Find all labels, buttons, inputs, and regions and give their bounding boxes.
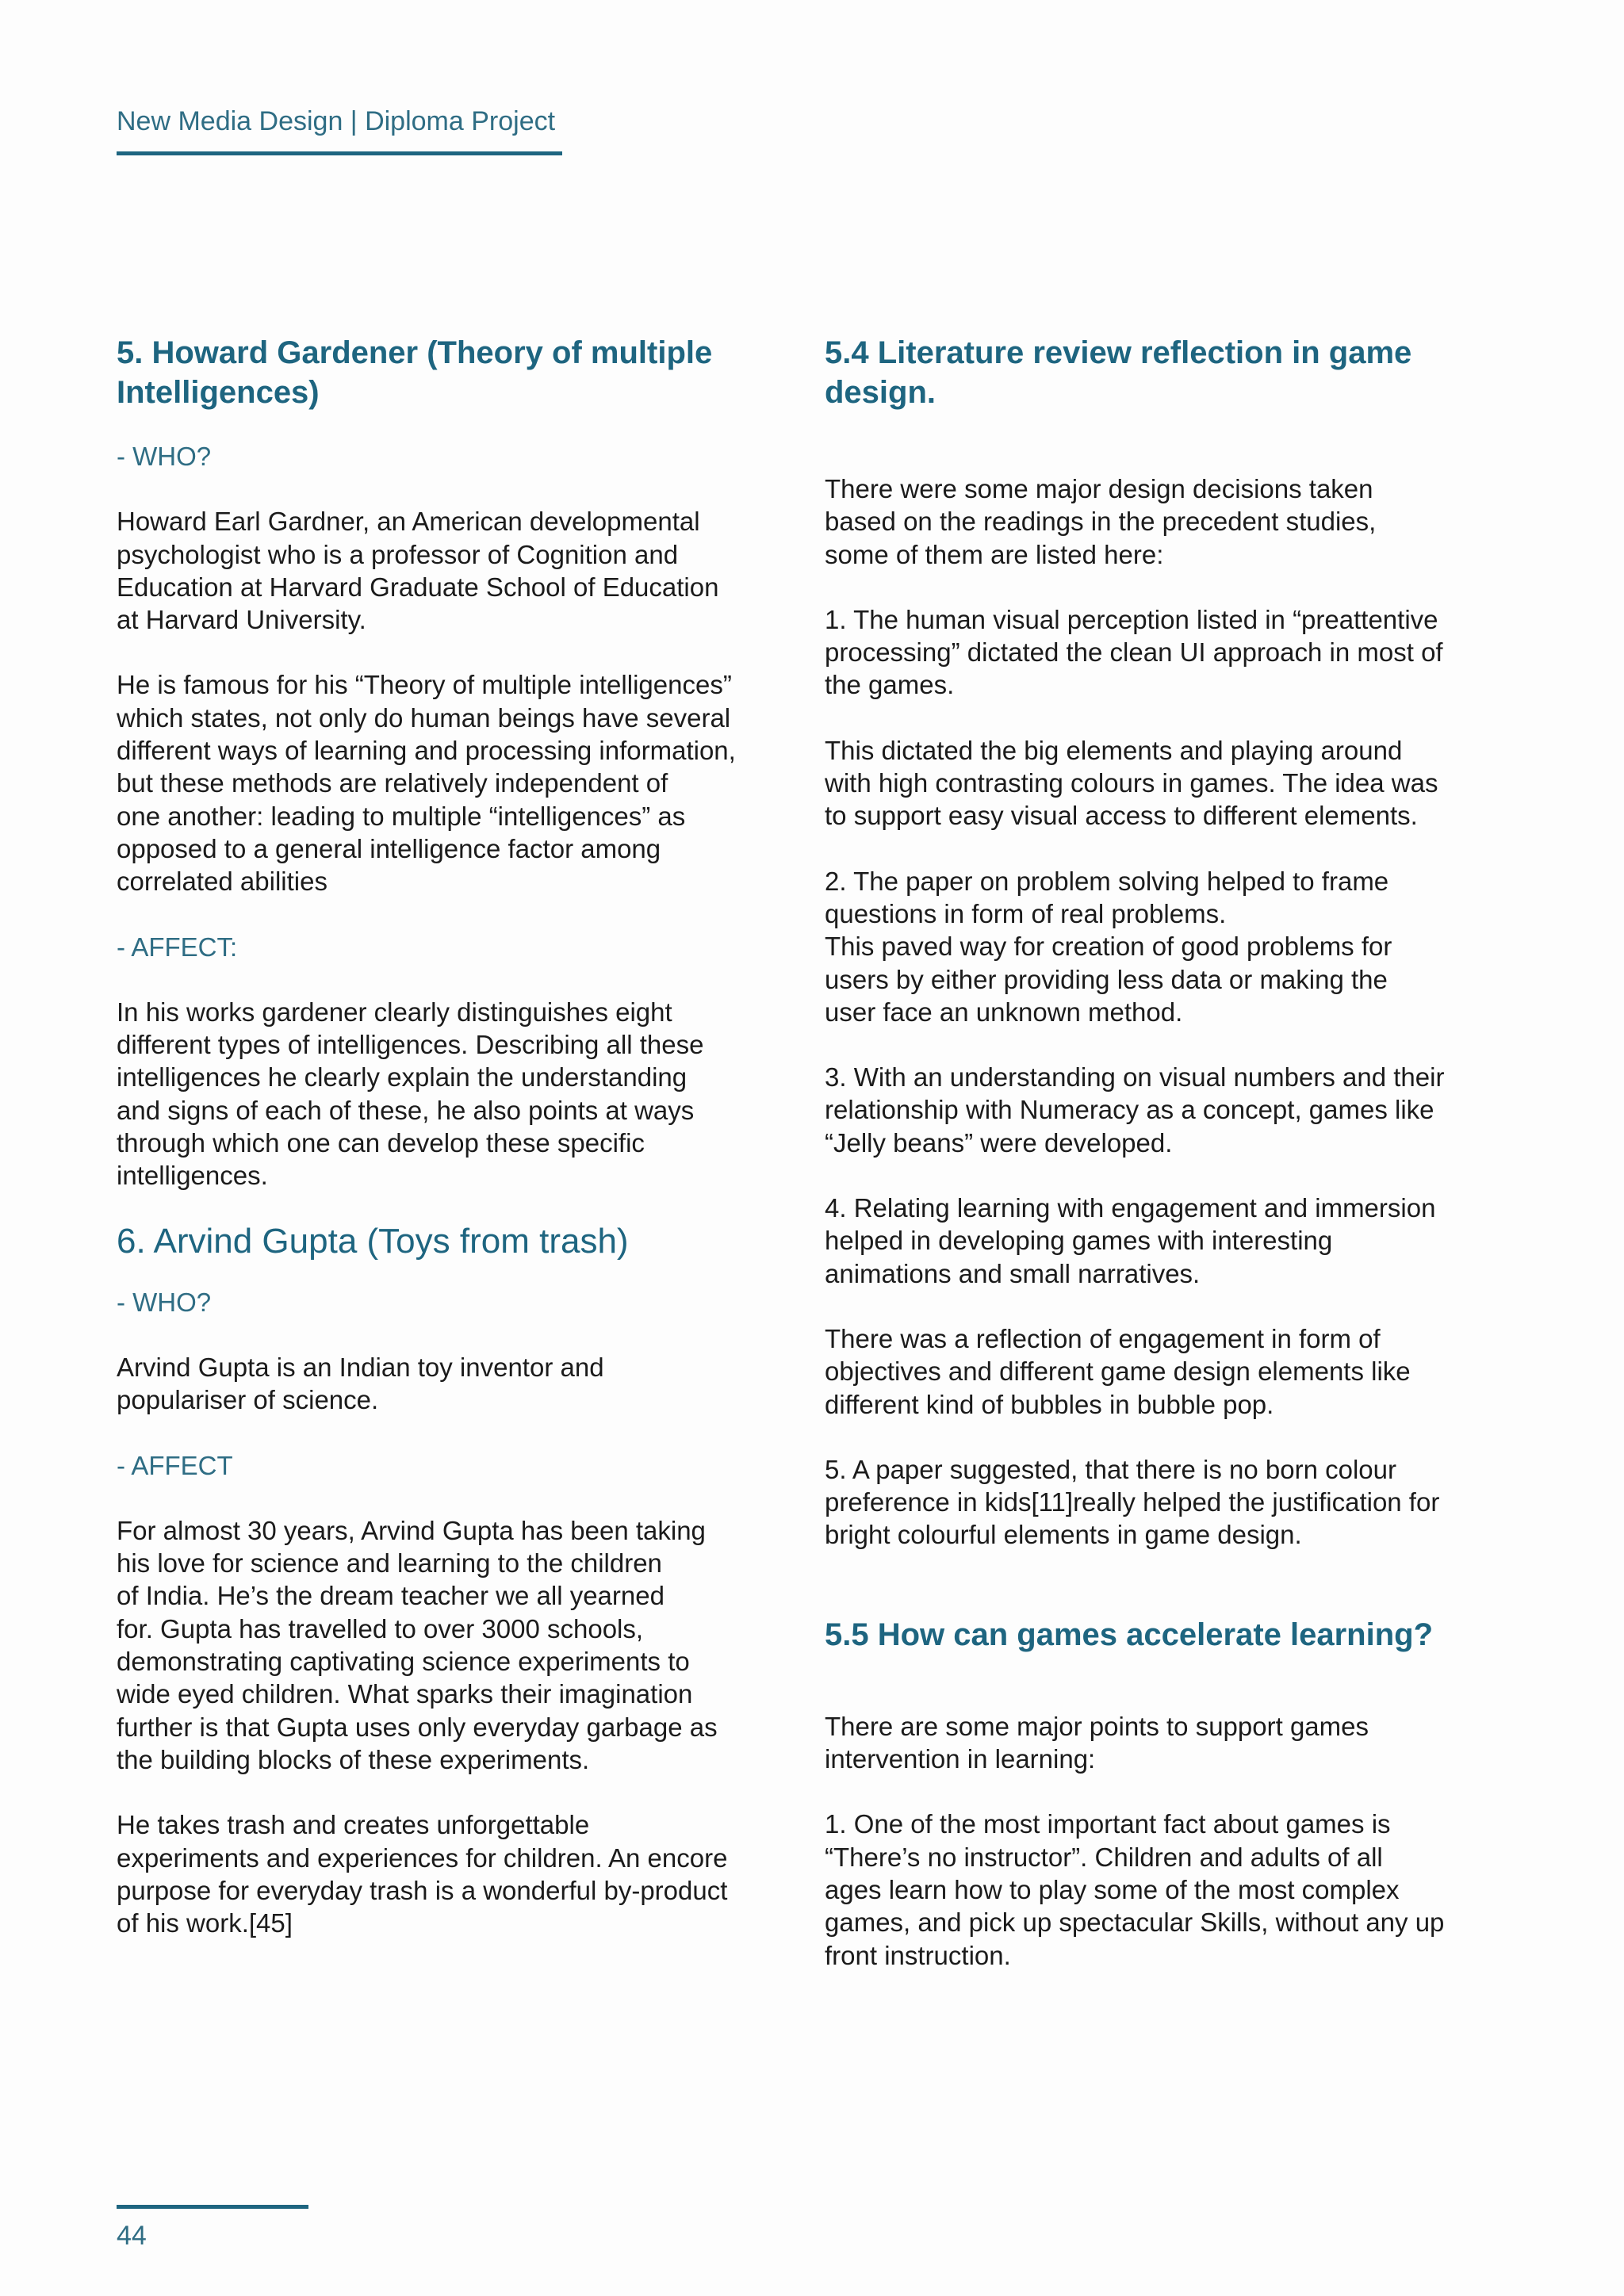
gardner-affect-label: - AFFECT: — [117, 932, 238, 962]
gupta-who-label: - WHO? — [117, 1287, 212, 1317]
gupta-heading: 6. Arvind Gupta (Toys from trash) — [117, 1221, 629, 1261]
lit-review-point-5: 5. A paper suggested, that there is no born colour preference in kids[11]really helped the justification for bright colourful elements in game design. — [825, 1454, 1440, 1550]
running-header: New Media Design | Diploma Project — [117, 106, 556, 136]
gardner-who-label: - WHO? — [117, 442, 212, 471]
gardner-who-text: Howard Earl Gardner, an American developmental psychologist who is a professor of Cognition and Education at Harvard Graduate School of Education at Harvard University. — [117, 507, 719, 635]
gardner-theory-text: He is famous for his “Theory of multiple intelligences” which states, not only do human beings have several different ways of learning and processing information, but these methods are relatively independent of one another: leading to multiple “intelligences” as opposed to a general intelligence factor among correlated abilities — [117, 670, 736, 897]
footer-rule — [117, 2205, 308, 2209]
lit-review-intro: There were some major design decisions taken based on the readings in the precedent studies, some of them are listed here: — [825, 474, 1377, 569]
games-learning-heading: 5.5 How can games accelerate learning? — [825, 1617, 1434, 1652]
gupta-affect-text: For almost 30 years, Arvind Gupta has been taking his love for science and learning to the children of India. He’s the dream teacher we all yearned for. Gupta has travelled to over 3000 schools, demonstrating captivating science experiments to wide eyed children. What sparks their imagination further is that Gupta uses only everyday garbage as the building blocks of these experiments. — [117, 1515, 718, 1774]
right-column — [825, 333, 1483, 1972]
lit-review-point-1b: This dictated the big elements and playing around with high contrasting colours in games. The idea was to support easy visual access to different elements. — [825, 735, 1438, 831]
lit-review-point-4b: There was a reflection of engagement in form of objectives and different game design elements like different kind of bubbles in bubble pop. — [825, 1323, 1411, 1419]
lit-review-point-3: 3. With an understanding on visual numbers and their relationship with Numeracy as a concept, games like “Jelly beans” were developed. — [825, 1062, 1445, 1158]
gardner-affect-text: In his works gardener clearly distinguishes eight different types of intelligences. Describing all these intelligences he clearly explain the understanding and signs of each of these, he also points at ways through which one can develop these specific intelligences. — [117, 997, 704, 1191]
header-rule — [117, 151, 562, 155]
lit-review-heading: 5.4 Literature review reflection in game design. — [825, 335, 1412, 410]
gupta-trash-text: He takes trash and creates unforgettable experiments and experiences for children. An encore purpose for everyday trash is a wonderful by-product of his work.[45] — [117, 1810, 728, 1938]
left-column — [117, 333, 775, 1939]
gardner-heading: 5. Howard Gardener (Theory of multiple Intelligences) — [117, 335, 713, 410]
lit-review-point-2: 2. The paper on problem solving helped to frame questions in form of real problems. This paved way for creation of good problems for users by either providing less data or making the user face an unknown method. — [825, 866, 1392, 1027]
gupta-who-text: Arvind Gupta is an Indian toy inventor and populariser of science. — [117, 1352, 604, 1415]
gupta-affect-label: - AFFECT — [117, 1450, 233, 1480]
lit-review-point-1: 1. The human visual perception listed in “preattentive processing” dictated the clean UI approach in most of the games. — [825, 604, 1443, 700]
page-number: 44 — [117, 2221, 147, 2251]
games-learning-intro: There are some major points to support games intervention in learning: — [825, 1711, 1369, 1774]
games-learning-point-1: 1. One of the most important fact about games is “There’s no instructor”. Children and adults of all ages learn how to play some of the most complex games, and pick up spectacular Skills, without any up front instruction. — [825, 1809, 1445, 1970]
lit-review-point-4: 4. Relating learning with engagement and immersion helped in developing games with interesting animations and small narratives. — [825, 1193, 1436, 1288]
